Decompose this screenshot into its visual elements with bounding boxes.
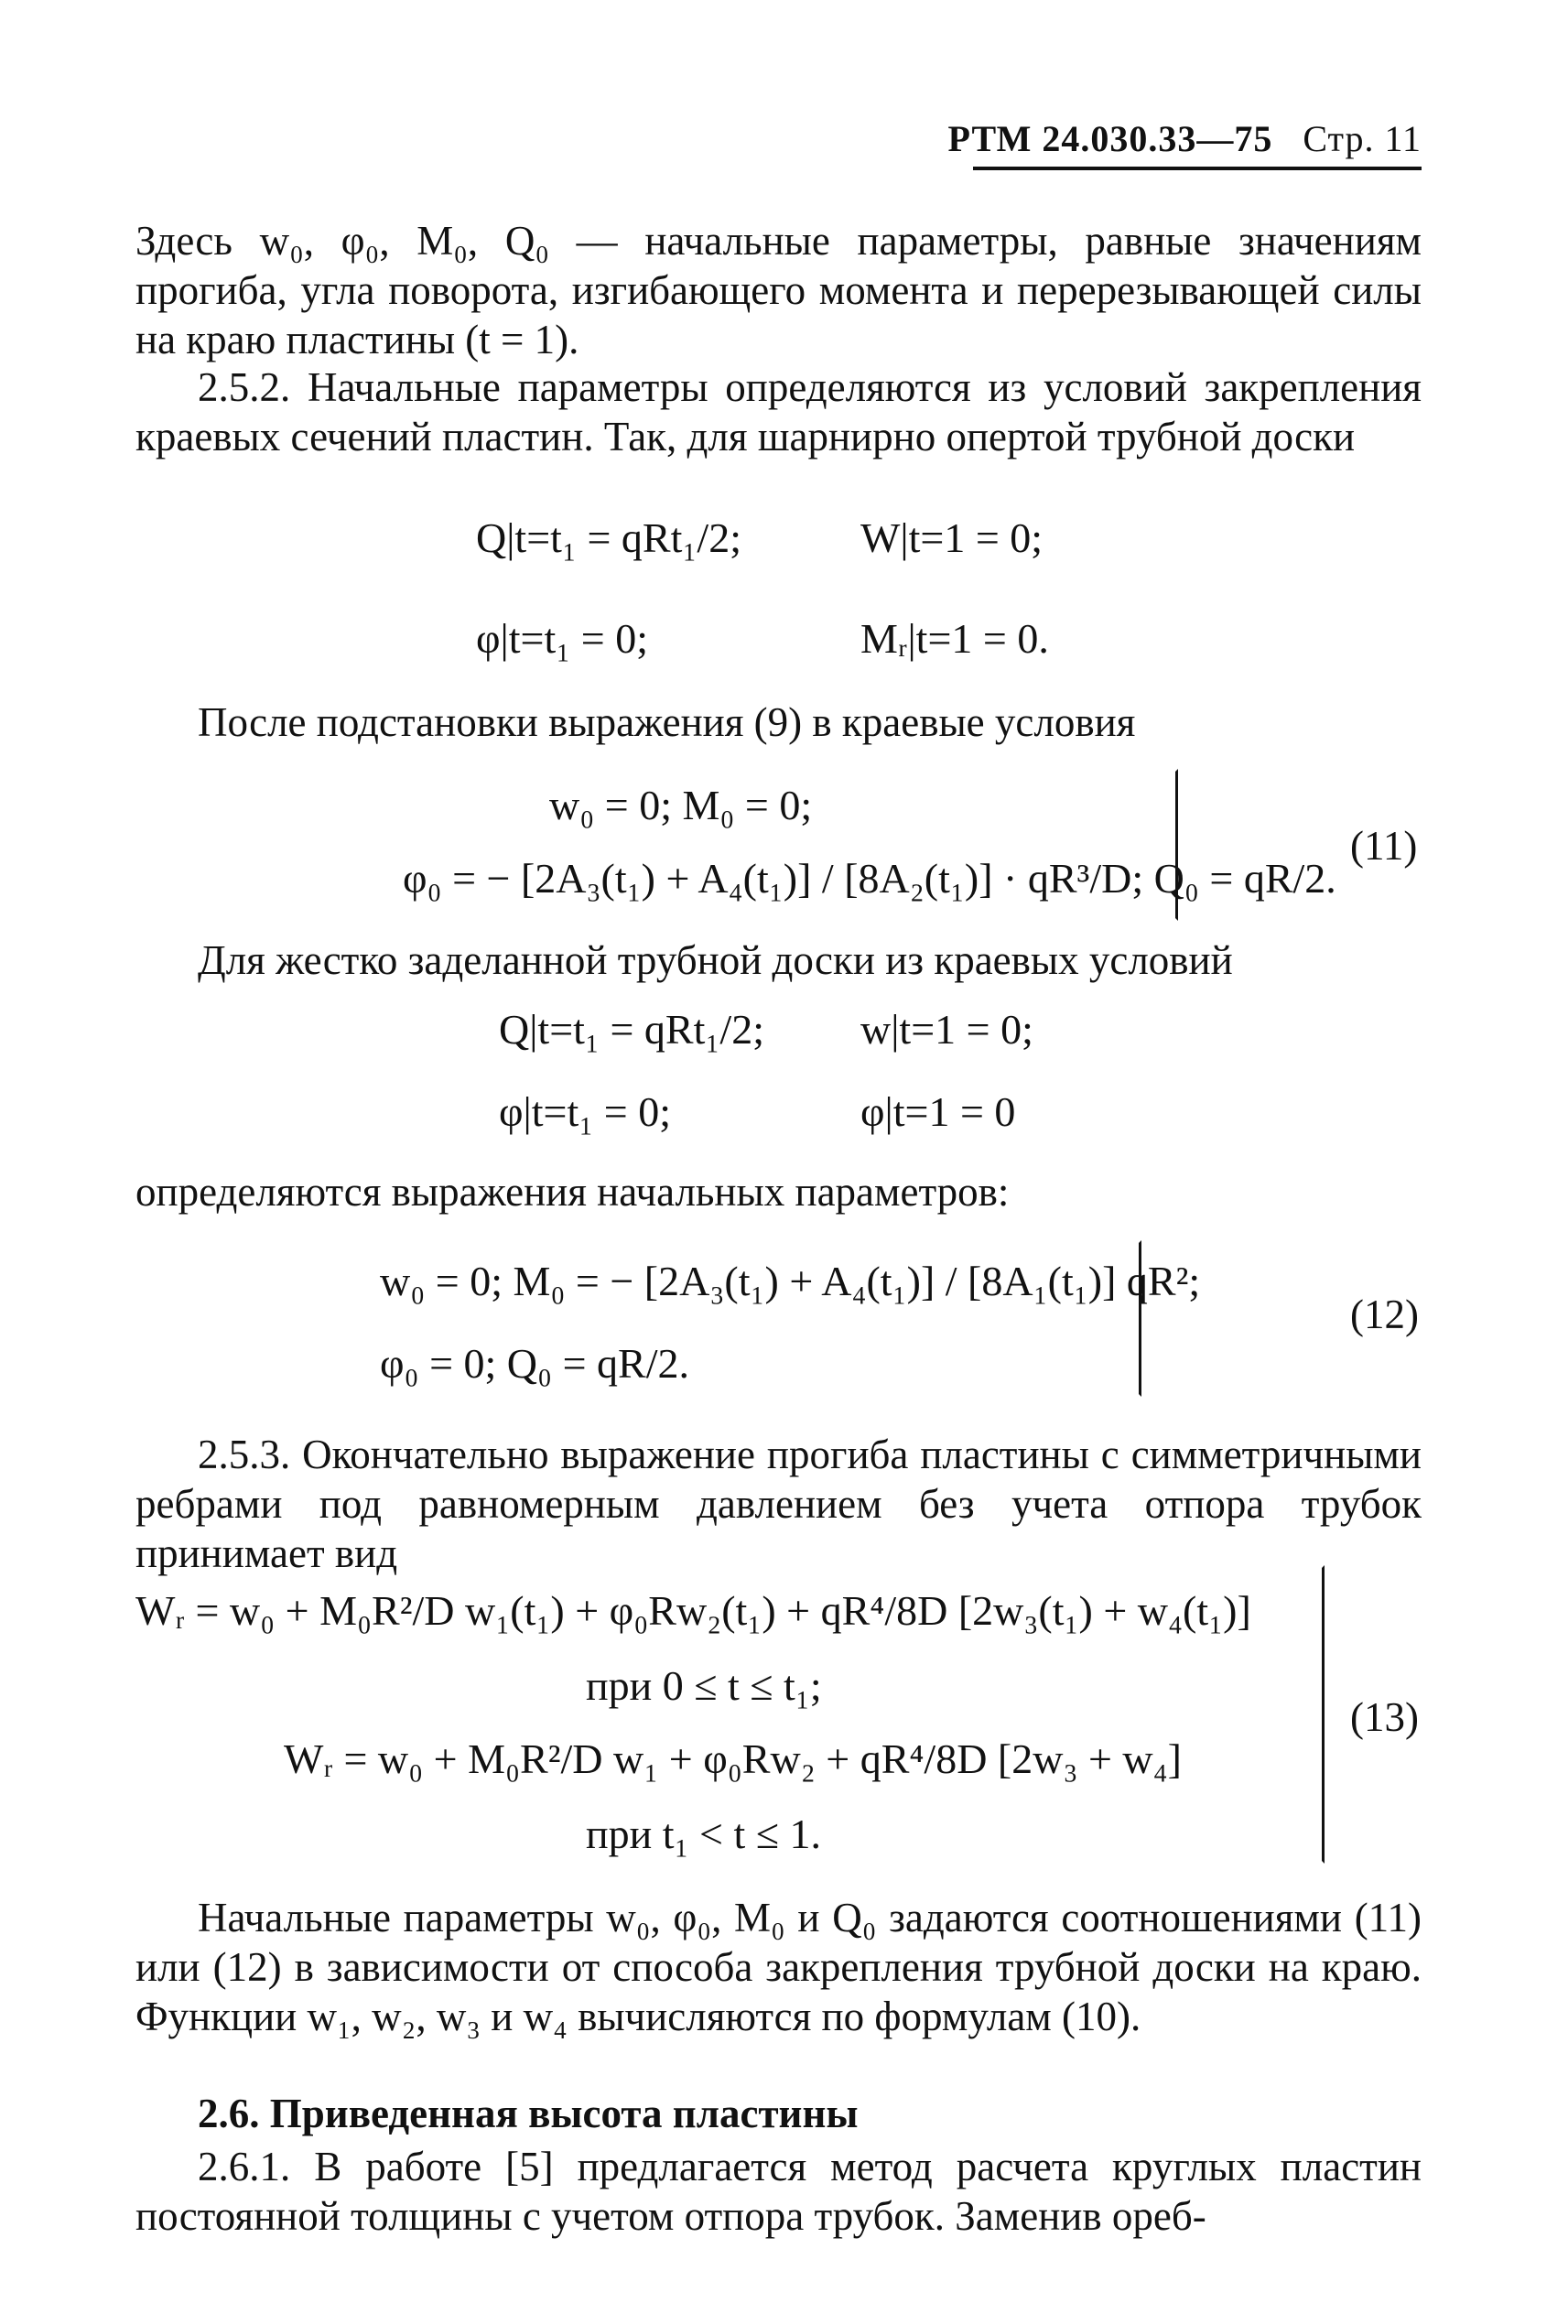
- eq11-row2: φ₀ = − [2A₃(t₁) + A₄(t₁)] / [8A₂(t₁)] · qR³/D; Q₀ = qR/2.: [403, 855, 1336, 902]
- section-heading-2-6: 2.6. Приведенная высота пластины: [198, 2091, 859, 2136]
- paragraph-defined-expressions: определяются выражения начальных параметров:: [135, 1169, 1010, 1215]
- paragraph-initial-params: Здесь w₀, φ₀, M₀, Q₀ — начальные параметры, равные значениям прогиба, угла поворота, изгибающего момента и перерезывающей силы на краю пластины (t = 1).: [135, 218, 1422, 362]
- eq13-brace: [1309, 1565, 1325, 1864]
- eq-hinged-w: W|t=1 = 0;: [860, 514, 1044, 561]
- paragraph-initial-params-set: Начальные параметры w₀, φ₀, M₀ и Q₀ задаются соотношениями (11) или (12) в зависимости от способа закрепления трубной доски на краю. Функции w₁, w₂, w₃ и w₄ вычисляются по формулам (10).: [135, 1895, 1422, 2039]
- eq11-number: (11): [1350, 823, 1418, 869]
- paragraph-2-5-2: 2.5.2. Начальные параметры определяются из условий закрепления краевых сечений пластин. Так, для шарнирно опертой трубной доски: [135, 364, 1422, 459]
- doc-code: РТМ 24.030.33—75: [947, 118, 1273, 159]
- paragraph-rigid-clamped: Для жестко заделанной трубной доски из краевых условий: [198, 937, 1233, 983]
- eq-clamped-q: Q|t=t₁ = qRt₁/2;: [499, 1006, 764, 1053]
- paragraph-after-substitution: После подстановки выражения (9) в краевые условия: [198, 699, 1136, 745]
- header-rule: [973, 167, 1422, 170]
- paragraph-2-6-1: 2.6.1. В работе [5] предлагается метод расчета круглых пластин постоянной толщины с учетом отпора трубок. Заменив ореб-: [135, 2144, 1422, 2239]
- eq-clamped-phi-t1: φ|t=t₁ = 0;: [499, 1088, 672, 1135]
- running-header: [948, 117, 1422, 160]
- eq13-number: (13): [1350, 1694, 1419, 1740]
- eq11-row1: w₀ = 0; M₀ = 0;: [549, 782, 813, 828]
- page-label: Стр. 11: [1303, 118, 1422, 159]
- eq11-brace: [1162, 769, 1178, 921]
- eq-clamped-phi-1: φ|t=1 = 0: [860, 1088, 1016, 1135]
- eq-hinged-q: Q|t=t₁ = qRt₁/2;: [476, 514, 741, 561]
- eq12-row1: w₀ = 0; M₀ = − [2A₃(t₁) + A₄(t₁)] / [8A₁(t₁)] qR²;: [380, 1258, 1201, 1304]
- eq12-number: (12): [1350, 1292, 1419, 1337]
- paragraph-2-5-3: 2.5.3. Окончательно выражение прогиба пластины с симметричными ребрами под равномерным давлением без учета отпора трубок принимает вид: [135, 1432, 1422, 1576]
- eq13-row4: при t₁ < t ≤ 1.: [586, 1811, 822, 1857]
- eq-hinged-m: Mᵣ|t=1 = 0.: [860, 615, 1049, 662]
- eq-clamped-w: w|t=1 = 0;: [860, 1006, 1033, 1053]
- eq13-row2: при 0 ≤ t ≤ t₁;: [586, 1662, 822, 1709]
- eq13-row3: Wᵣ = w₀ + M₀R²/D w₁ + φ₀Rw₂ + qR⁴/8D [2w₃ + w₄]: [284, 1735, 1183, 1782]
- eq12-row2: φ₀ = 0; Q₀ = qR/2.: [380, 1340, 689, 1387]
- eq-hinged-phi: φ|t=t₁ = 0;: [476, 615, 649, 662]
- eq13-row1: Wᵣ = w₀ + M₀R²/D w₁(t₁) + φ₀Rw₂(t₁) + qR⁴/8D [2w₃(t₁) + w₄(t₁)]: [135, 1587, 1251, 1634]
- eq12-brace: [1126, 1240, 1141, 1397]
